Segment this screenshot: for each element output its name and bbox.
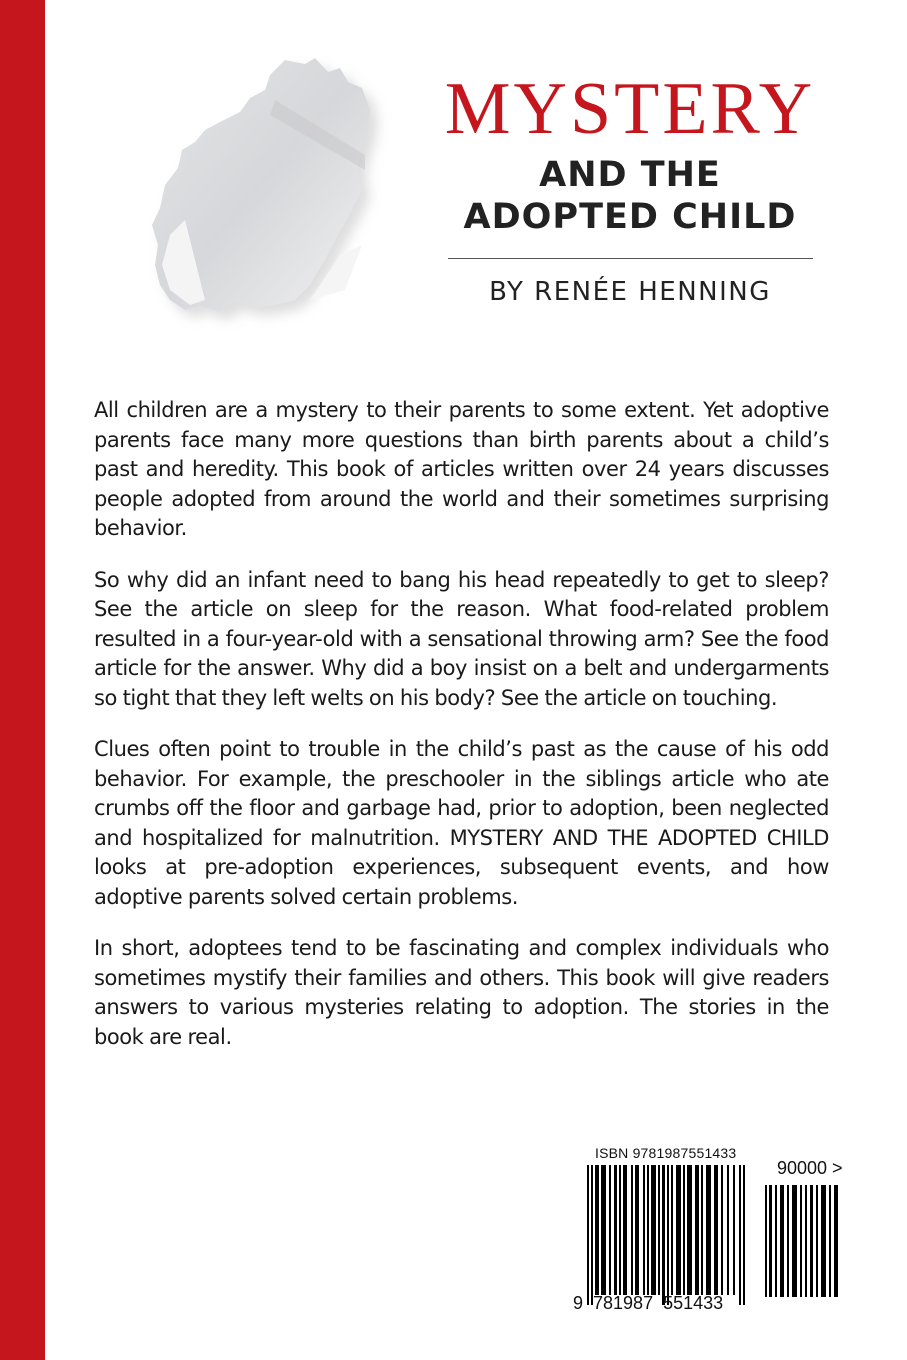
blurb-paragraph: Clues often point to trouble in the child’s past as the cause of his odd behavior. For example, the preschooler in the siblings article who ate crumbs off the floor and garbage had, prior to adoption, been neglected and hospitalized for malnutrition. MYSTERY AND THE ADOPTED CHILD looks at pre-adoption experiences, subsequent events, and how adoptive parents solved certain problems. <box>94 737 829 909</box>
author-name: BY RENÉE HENNING <box>489 277 771 307</box>
price-code: 90000 > <box>777 1158 843 1178</box>
book-title-line2: AND THE <box>539 155 721 195</box>
blurb-paragraph: In short, adoptees tend to be fascinating and complex individuals who sometimes mystify their families and others. This book will give readers answers to various mysteries relating to adoption. The stories in the book are real. <box>94 936 829 1049</box>
isbn-label: ISBN 9781987551433 <box>595 1145 737 1161</box>
blurb-paragraph: So why did an infant need to bang his head repeatedly to get to sleep? See the article on sleep for the reason. What food-related problem resulted in a four-year-old with a sensational throwing arm? See the food article for the answer. Why did a boy insist on a belt and undergarments so tight that they left welts on his body? See the article on touching. <box>94 567 829 710</box>
title-block <box>420 68 840 309</box>
isbn-barcode <box>573 1145 885 1315</box>
back-cover-blurb <box>94 396 829 1074</box>
isbn-digits: 9 781987 551433 <box>573 1293 724 1313</box>
torn-paper-hole-illustration <box>100 50 420 330</box>
book-title-main: MYSTERY <box>444 68 816 150</box>
book-title-line3: ADOPTED CHILD <box>463 197 797 237</box>
title-divider <box>448 258 813 259</box>
red-spine-bar <box>0 0 45 1360</box>
blurb-paragraph: All children are a mystery to their parents to some extent. Yet adoptive parents face many more questions than birth parents about a child’s past and heredity. This book of articles written over 24 years discusses people adopted from around the world and their sometimes surprising behavior. <box>94 398 829 540</box>
